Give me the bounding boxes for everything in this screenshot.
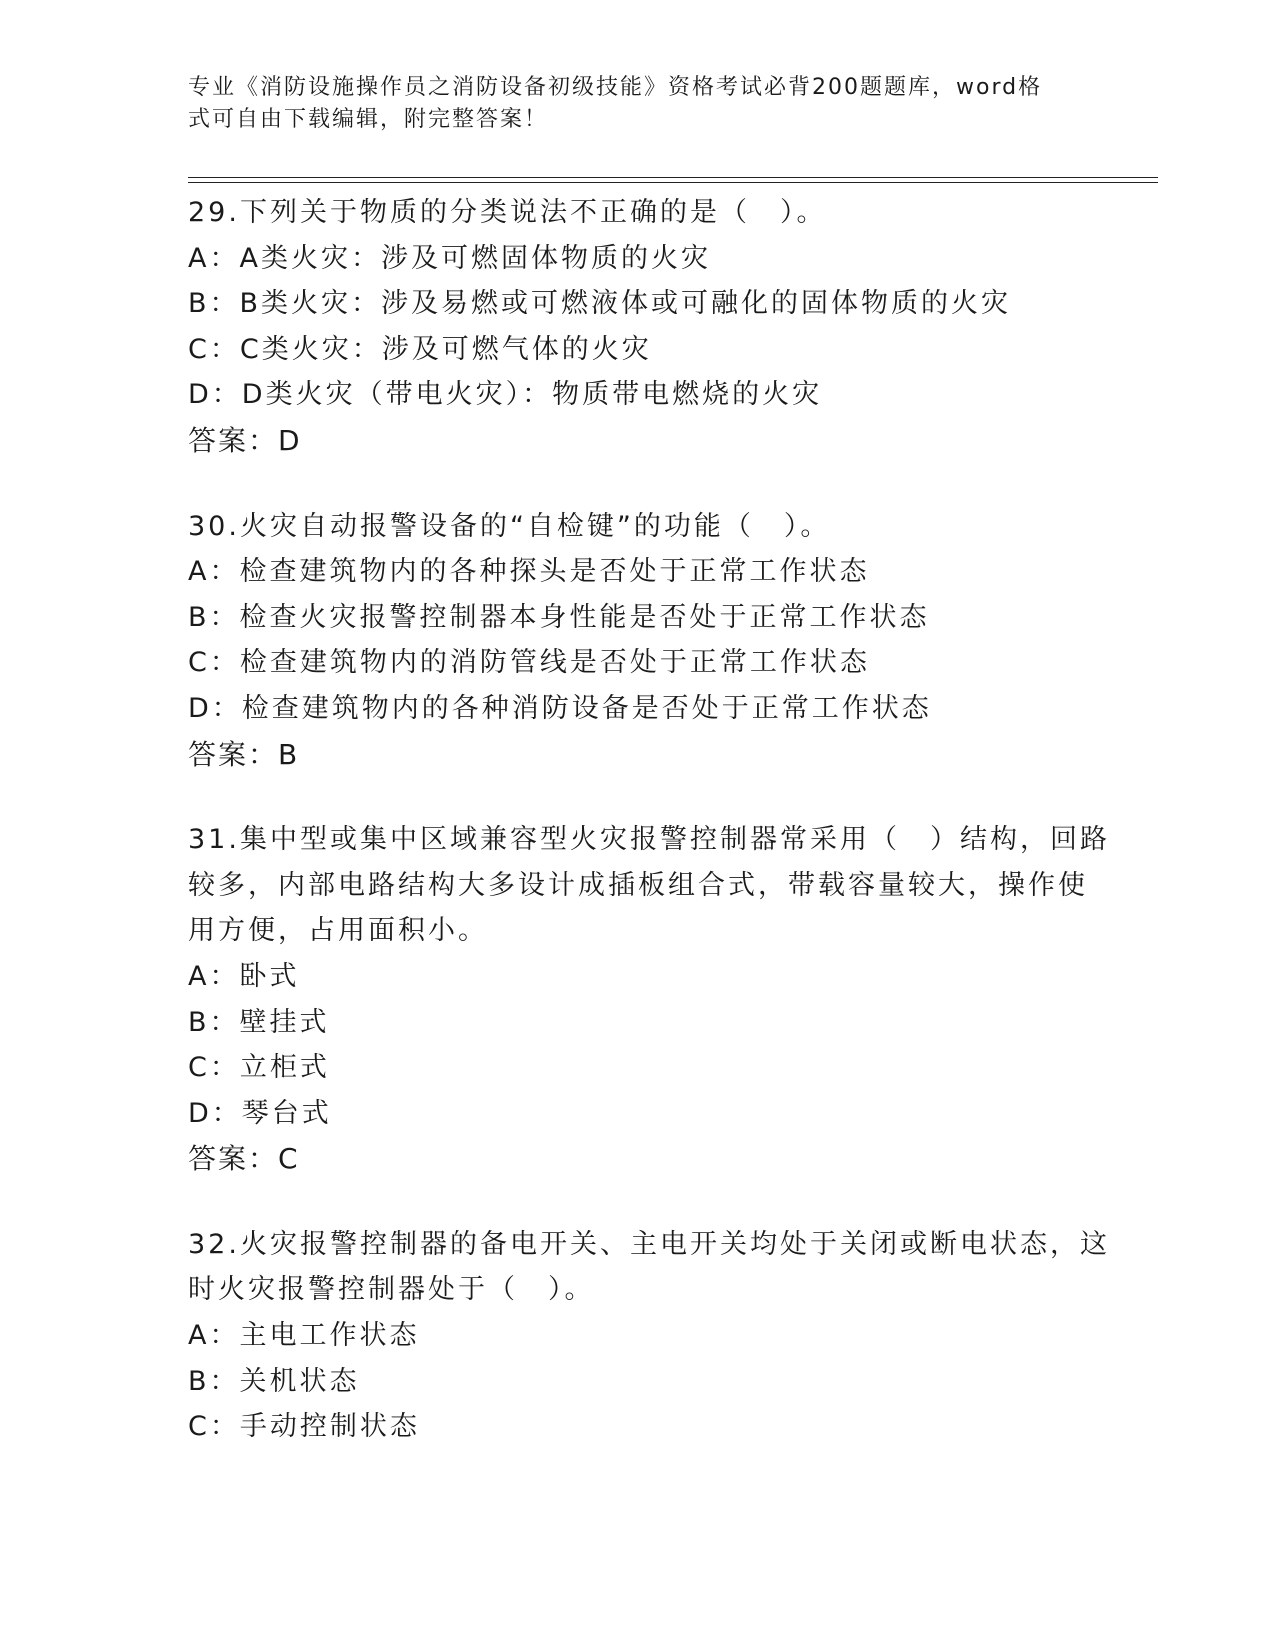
question-stem: 29.下列关于物质的分类说法不正确的是（ ）。: [188, 197, 827, 228]
option-d: D：D类火灾（带电火灾）：物质带电燃烧的火灾: [188, 379, 823, 411]
answer-label: 答案：: [188, 423, 279, 457]
question-stem-line-2: 时火灾报警控制器处于（ ）。: [188, 1274, 595, 1306]
question-stem-line-2: 较多，内部电路结构大多设计成插板组合式，带载容量较大，操作使: [188, 869, 1088, 901]
document-header: [188, 72, 1068, 136]
option-c: C：检查建筑物内的消防管线是否处于正常工作状态: [188, 647, 870, 679]
header-divider-top: [188, 177, 1158, 178]
question-stem-line-3: 用方便，占用面积小。: [188, 915, 488, 947]
header-line-2: 式可自由下载编辑，附完整答案！: [188, 107, 549, 132]
option-b: B：壁挂式: [188, 1006, 330, 1038]
answer-label: 答案：: [188, 737, 279, 771]
question-32: [188, 1222, 1110, 1450]
question-stem-line-1: 32.火灾报警控制器的备电开关、主电开关均处于关闭或断电状态，这: [188, 1228, 1110, 1260]
question-31: [188, 817, 1110, 1182]
option-d: D：检查建筑物内的各种消防设备是否处于正常工作状态: [188, 692, 932, 724]
option-c: C：立柜式: [188, 1052, 330, 1084]
question-list: [188, 190, 1110, 1490]
option-a: A：主电工作状态: [188, 1320, 420, 1352]
answer-value: C: [278, 1142, 300, 1176]
header-divider-bottom: [188, 182, 1158, 183]
answer-value: D: [278, 423, 302, 457]
option-b: B：关机状态: [188, 1365, 360, 1397]
option-a: A：A类火灾：涉及可燃固体物质的火灾: [188, 242, 711, 274]
question-29: [188, 190, 1088, 464]
answer-label: 答案：: [188, 1142, 279, 1176]
option-c: C：C类火灾：涉及可燃气体的火灾: [188, 333, 652, 365]
answer-value: B: [278, 737, 300, 771]
header-line-1: 专业《消防设施操作员之消防设备初级技能》资格考试必背200题题库，word格: [188, 75, 1043, 100]
option-c: C：手动控制状态: [188, 1411, 420, 1443]
answer-line: [188, 418, 1088, 464]
answer-line: [188, 1136, 1088, 1182]
question-stem-line-1: 31.集中型或集中区域兼容型火灾报警控制器常采用（ ）结构，回路: [188, 824, 1110, 856]
answer-line: [188, 732, 1088, 778]
question-stem: 30.火灾自动报警设备的“自检键”的功能（ ）。: [188, 510, 831, 542]
option-a: A：卧式: [188, 960, 300, 992]
option-b: B：B类火灾：涉及易燃或可燃液体或可融化的固体物质的火灾: [188, 288, 1012, 320]
option-d: D：琴台式: [188, 1097, 332, 1129]
option-b: B：检查火灾报警控制器本身性能是否处于正常工作状态: [188, 601, 930, 633]
option-a: A：检查建筑物内的各种探头是否处于正常工作状态: [188, 556, 870, 588]
question-30: [188, 504, 1088, 778]
